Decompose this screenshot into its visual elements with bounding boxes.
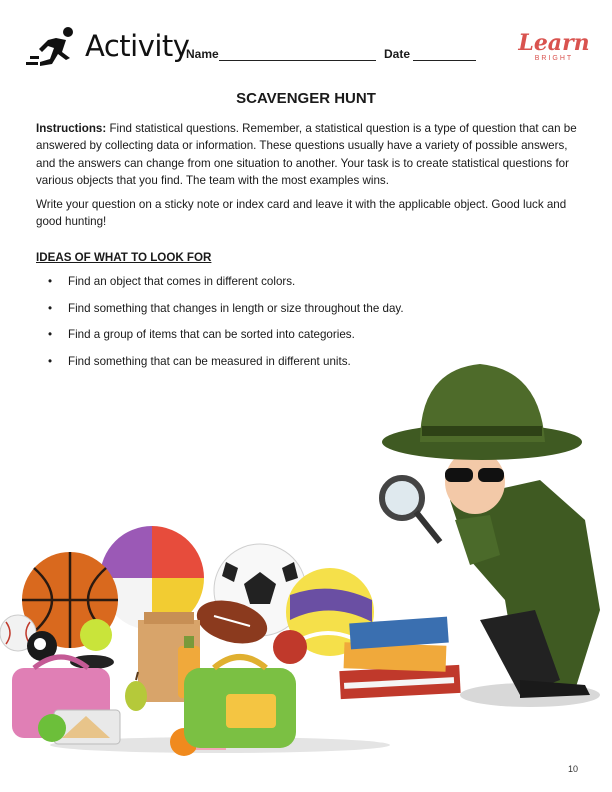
ideas-heading: IDEAS OF WHAT TO LOOK FOR: [36, 251, 212, 264]
scavenger-hunt-illustration: [0, 350, 612, 760]
list-item: [48, 301, 568, 317]
date-field[interactable]: [413, 60, 476, 61]
bullet-icon: •: [48, 354, 53, 368]
page-header: [0, 0, 612, 80]
name-label: Name: [186, 47, 219, 61]
list-item: [48, 327, 568, 343]
running-person-icon: [26, 26, 80, 72]
bullet-icon: •: [48, 328, 53, 341]
instructions-text: Find statistical questions. Remember, a statistical question is a type of question that can be answered by collecting data or information. These questions usually have a variety of possible answers, and the answers can change from one situation to another. Your task is to create statistical questions for various objects that you find. The team with the most examples wins.: [36, 122, 577, 188]
learn-bright-logo: [518, 30, 590, 70]
idea-text: Find something that can be measured in different units.: [68, 354, 351, 368]
activity-title: Activity: [85, 29, 190, 63]
instructions-paragraph: [36, 120, 580, 190]
green-lunch-box-icon: [184, 657, 296, 748]
cricket-ball-icon: [273, 630, 307, 664]
tennis-ball-icon: [80, 619, 112, 651]
date-label: Date: [384, 47, 411, 61]
book-stack-icon: [339, 617, 460, 700]
document-title: SCAVENGER HUNT: [236, 90, 376, 107]
logo-text: Learn: [518, 30, 590, 56]
magnifying-glass-icon: [382, 478, 440, 542]
idea-text: Find a group of items that can be sorted into categories.: [68, 328, 355, 341]
name-field[interactable]: [219, 60, 376, 61]
apple-icon: [38, 714, 66, 742]
page-number: 10: [568, 764, 579, 774]
bullet-icon: •: [48, 301, 53, 315]
list-item: [48, 274, 568, 290]
logo-subtext: BRIGHT: [534, 55, 574, 62]
idea-text: Find an object that comes in different colors.: [68, 275, 296, 288]
bullet-icon: •: [48, 275, 53, 288]
instructions-label: Instructions:: [36, 122, 107, 135]
closing-paragraph: Write your question on a sticky note or index card and leave it with the applicable object. Good luck and good hunting!: [36, 198, 567, 229]
idea-text: Find something that changes in length or size throughout the day.: [68, 301, 404, 315]
